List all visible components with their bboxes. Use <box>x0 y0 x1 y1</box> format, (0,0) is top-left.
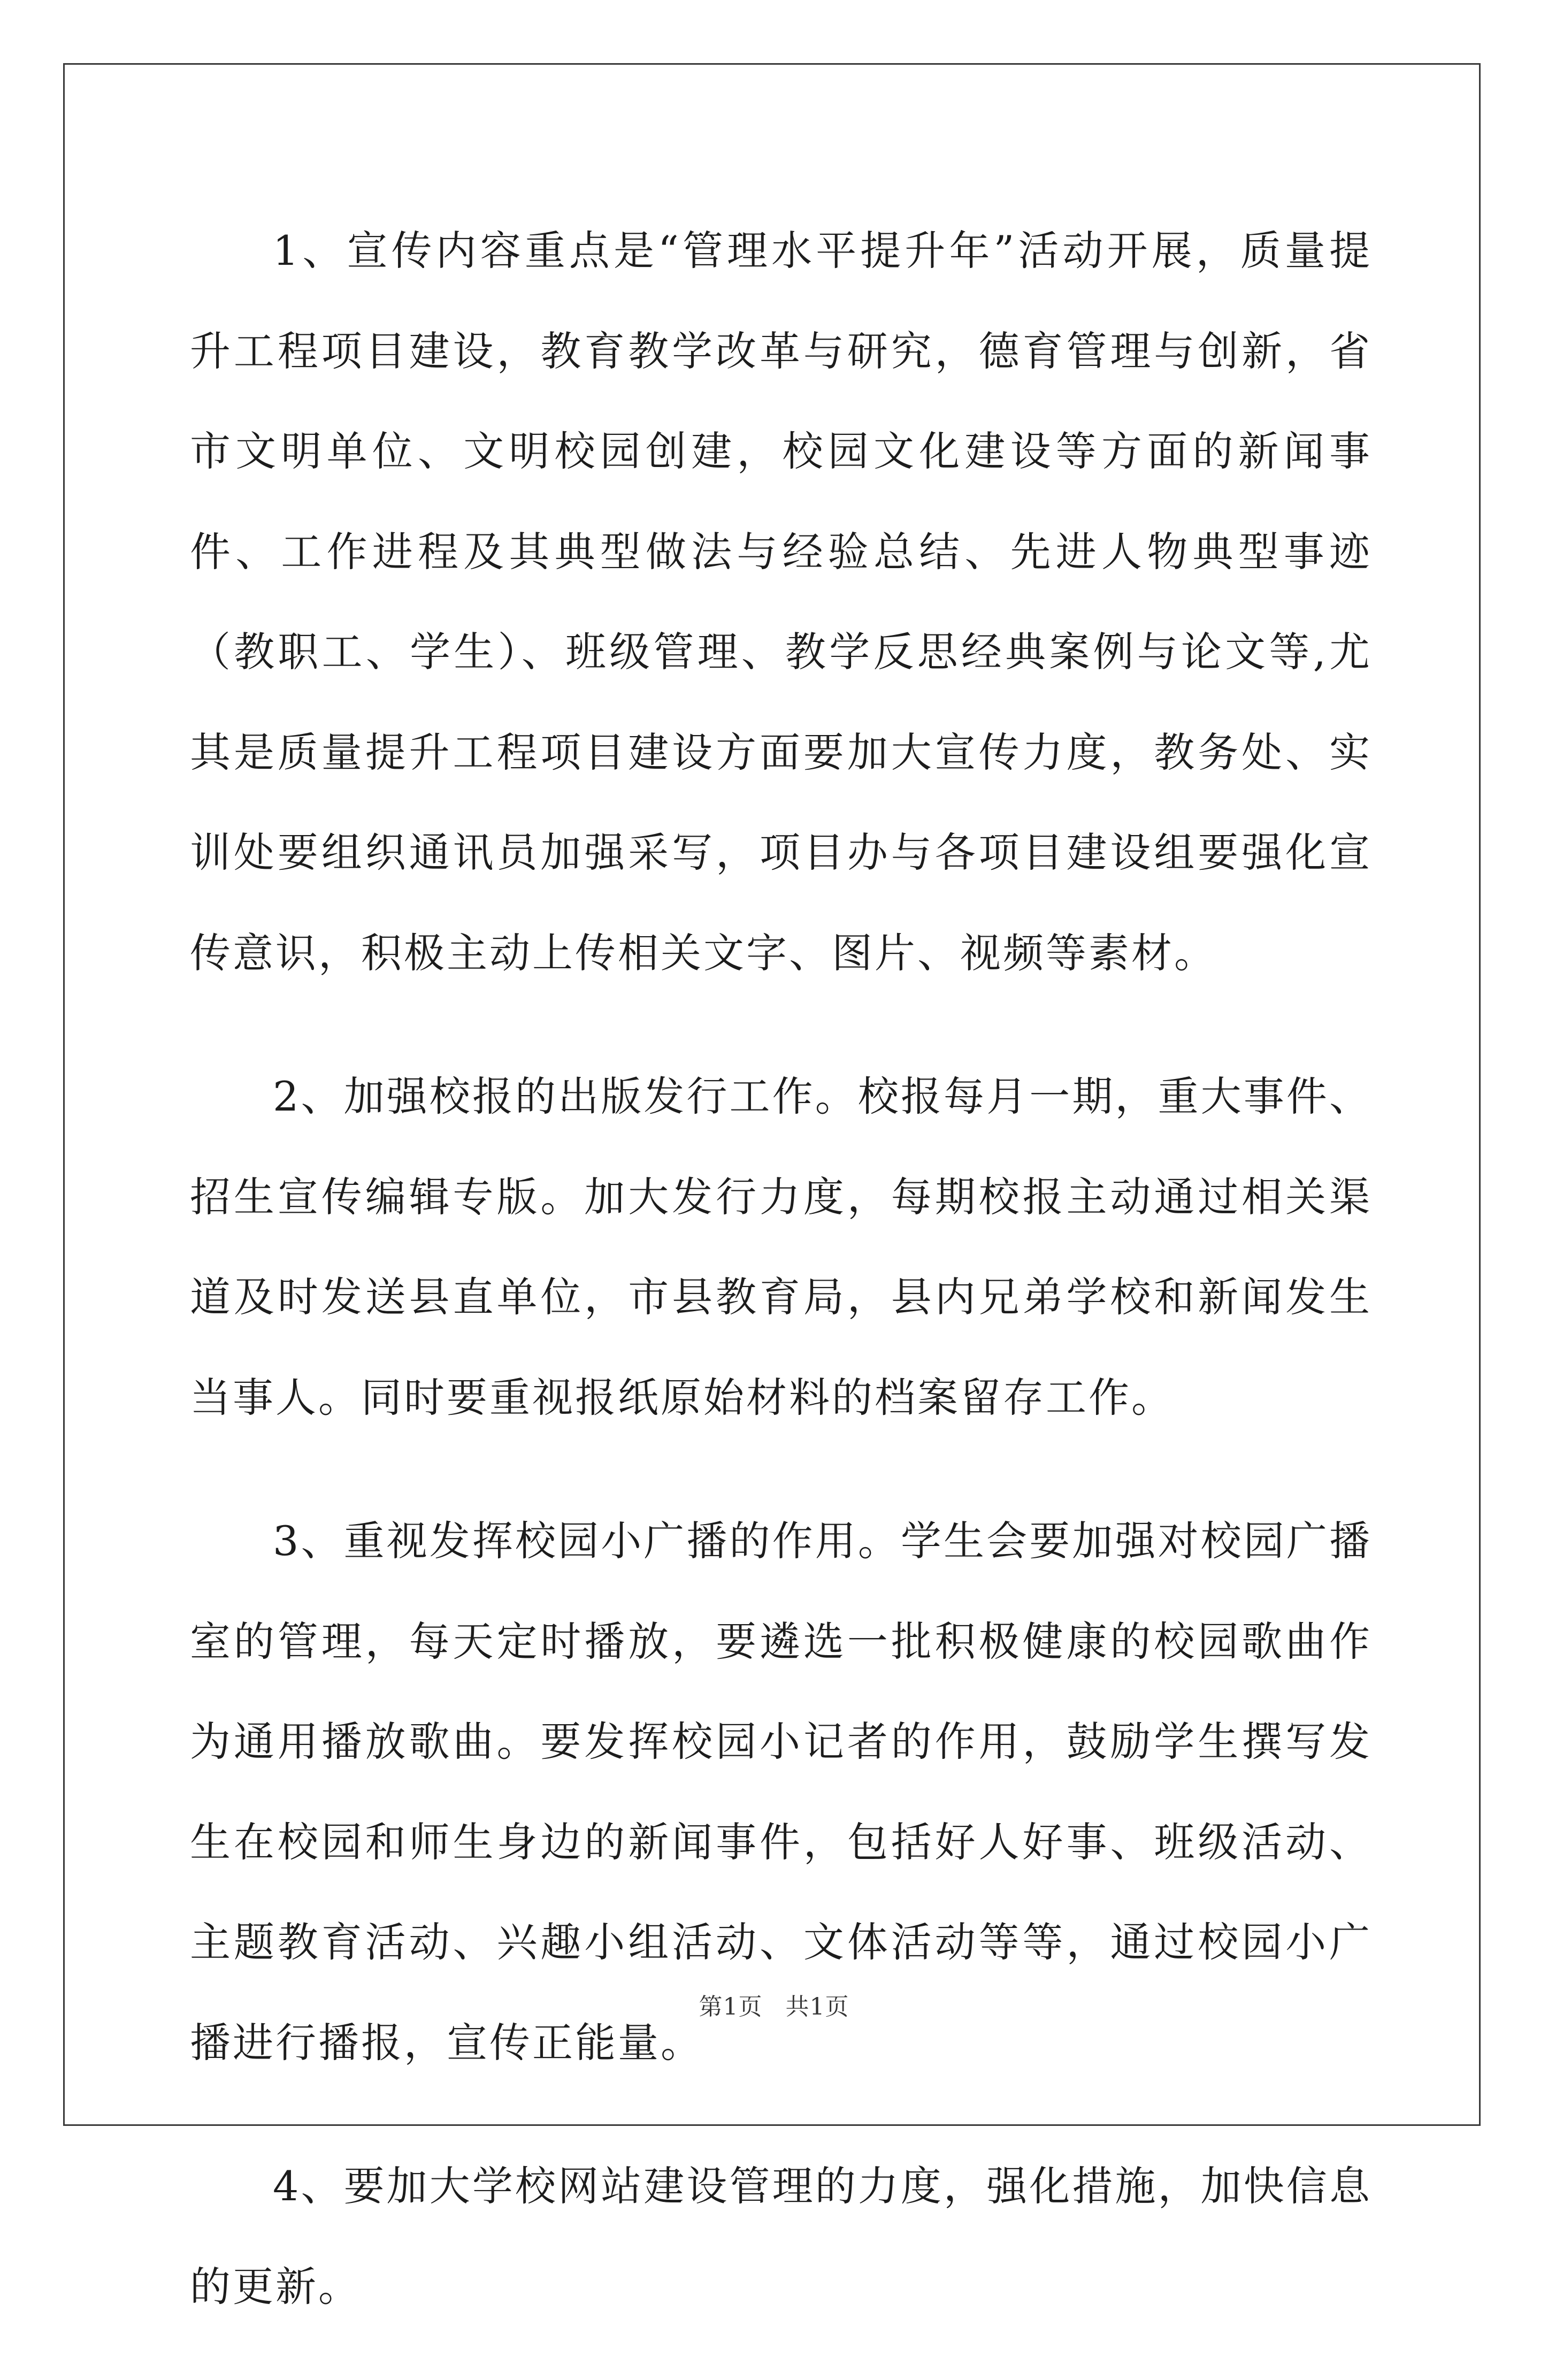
paragraph-3: 3、重视发挥校园小广播的作用。学生会要加强对校园广播室的管理，每天定时播放，要遴选一批积极健康的校园歌曲作为通用播放歌曲。要发挥校园小记者的作用，鼓励学生撰写发生在校园和师生身边的新闻事件，包括好人好事、班级活动、主题教育活动、兴趣小组活动、文体活动等等，通过校园小广播进行播报，宣传正能量。 <box>190 1517 1372 2067</box>
paragraph-4: 4、要加大学校网站建设管理的力度，强化措施，加快信息的更新。 <box>190 2162 1372 2310</box>
page-number-current: 第1页 <box>699 1993 763 2021</box>
paragraph-1: 1、宣传内容重点是“管理水平提升年”活动开展，质量提升工程项目建设，教育教学改革与研究，德育管理与创新，省市文明单位、文明校园创建，校园文化建设等方面的新闻事件、工作进程及其典型做法与经验总结、先进人物典型事迹（教职工、学生）、班级管理、教学反思经典案例与论文等,尤其是质量提升工程项目建设方面要加大宣传力度，教务处、实训处要组织通讯员加强采写，项目办与各项目建设组要强化宣传意识，积极主动上传相关文字、图片、视频等素材。 <box>190 227 1372 977</box>
page-number-total: 共1页 <box>785 1993 849 2021</box>
document-body <box>190 201 1372 2380</box>
page-footer <box>0 1987 1548 2022</box>
paragraph-2: 2、加强校报的出版发行工作。校报每月一期，重大事件、招生宣传编辑专版。加大发行力度，每期校报主动通过相关渠道及时发送县直单位，市县教育局，县内兄弟学校和新闻发生当事人。同时要重视报纸原始材料的档案留存工作。 <box>190 1073 1372 1421</box>
